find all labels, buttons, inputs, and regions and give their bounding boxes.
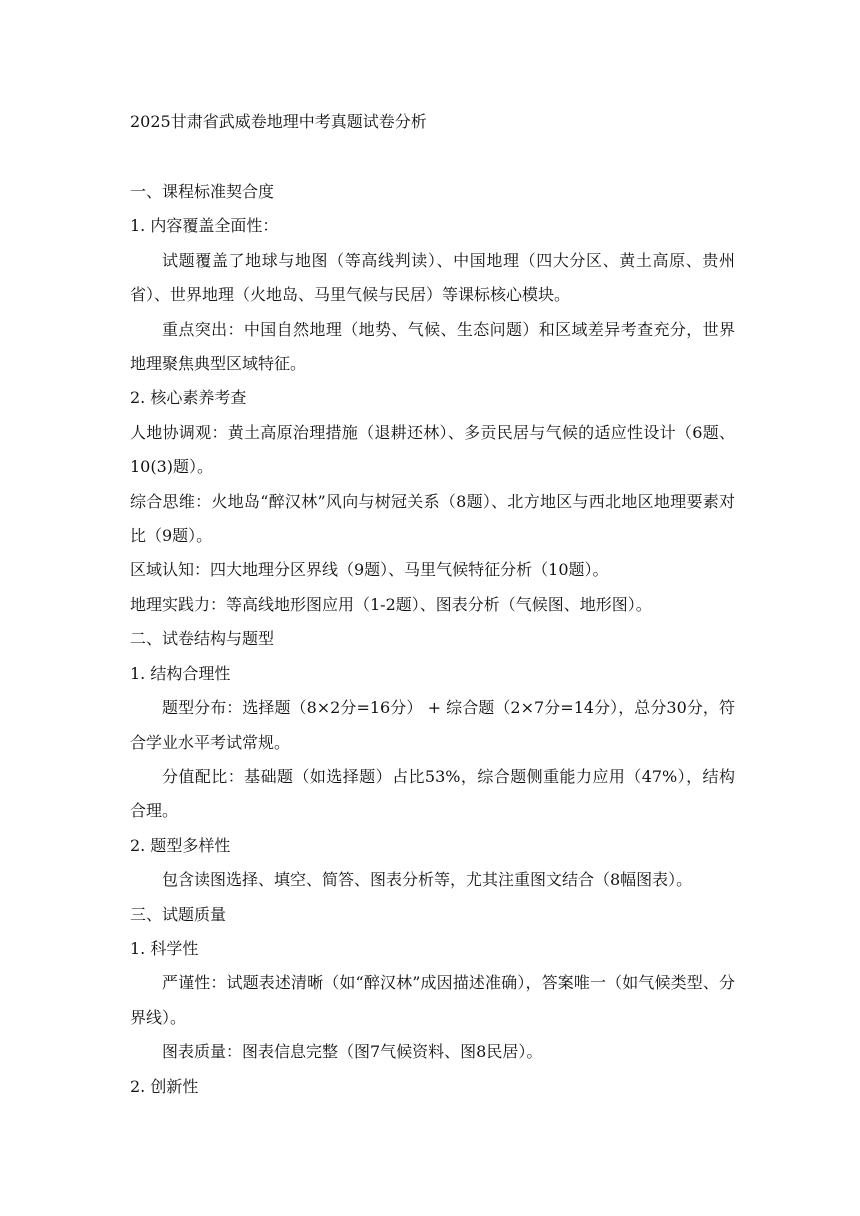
paragraph-regional-cognition: 区域认知：四大地理分区界线（9题）、马里气候特征分析（10题）。 bbox=[130, 560, 609, 580]
subheading-literacy: 2. 核心素养考查 bbox=[130, 388, 247, 408]
section-heading-3: 三、试题质量 bbox=[130, 904, 227, 924]
section-heading-1: 一、课程标准契合度 bbox=[130, 182, 275, 201]
subheading-coverage: 1. 内容覆盖全面性： bbox=[130, 216, 279, 236]
paragraph-coverage: 试题覆盖了地球与地图（等高线判读）、中国地理（四大分区、黄土高原、贵州省）、世界地理（火地岛、马里气候与民居）等课标核心模块。 bbox=[130, 250, 735, 305]
document-title: 2025甘肃省武威卷地理中考真题试卷分析 bbox=[130, 112, 427, 131]
paragraph-chart-quality: 图表质量：图表信息完整（图7气候资料、图8民居）。 bbox=[162, 1042, 543, 1062]
subheading-innovation: 2. 创新性 bbox=[130, 1076, 199, 1096]
paragraph-integrated-thinking: 综合思维：火地岛“醉汉林”风向与树冠关系（8题）、北方地区与西北地区地理要素对比（9题）。 bbox=[130, 491, 735, 546]
paragraph-score-ratio: 分值配比：基础题（如选择题）占比53%，综合题侧重能力应用（47%），结构合理。 bbox=[130, 766, 735, 821]
document-body bbox=[130, 175, 735, 1104]
paragraph-practice: 地理实践力：等高线地形图应用（1-2题）、图表分析（气候图、地形图）。 bbox=[130, 594, 652, 614]
paragraph-variety: 包含读图选择、填空、简答、图表分析等，尤其注重图文结合（8幅图表）。 bbox=[162, 870, 693, 890]
paragraph-rigor: 严谨性：试题表述清晰（如“醉汉林”成因描述准确），答案唯一（如气候类型、分界线）。 bbox=[130, 973, 735, 1027]
paragraph-question-distribution: 题型分布：选择题（8×2分=16分） + 综合题（2×7分=14分），总分30分，符合学业水平考试常规。 bbox=[130, 698, 735, 752]
subheading-structure: 1. 结构合理性 bbox=[130, 663, 231, 683]
subheading-variety: 2. 题型多样性 bbox=[130, 835, 231, 855]
paragraph-human-earth: 人地协调观：黄土高原治理措施（退耕还林）、多贡民居与气候的适应性设计（6题、10(3)题）。 bbox=[130, 422, 735, 477]
section-heading-2: 二、试卷结构与题型 bbox=[130, 629, 275, 649]
paragraph-focus: 重点突出：中国自然地理（地势、气候、生态问题）和区域差异考查充分，世界地理聚焦典型区域特征。 bbox=[130, 319, 735, 374]
subheading-scientific: 1. 科学性 bbox=[130, 938, 199, 958]
